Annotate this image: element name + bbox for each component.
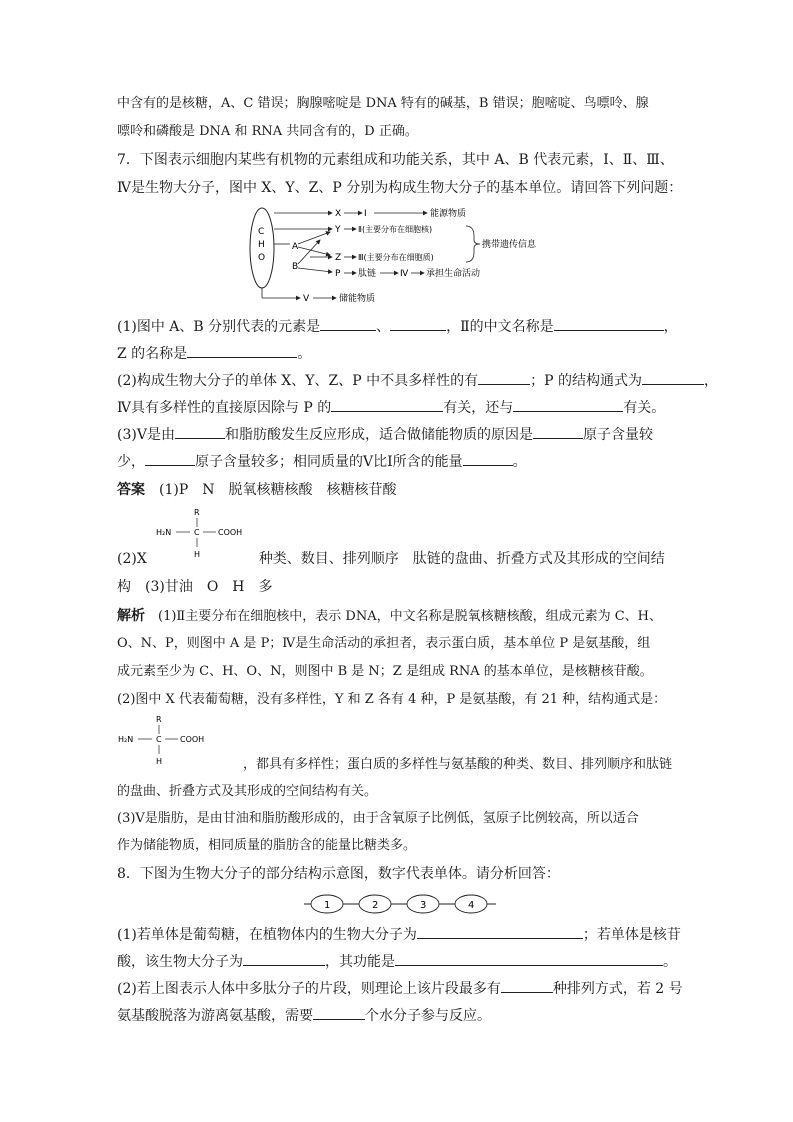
- answer-blank[interactable]: [501, 978, 553, 993]
- monomer-label: 1: [324, 900, 331, 911]
- answer-blank[interactable]: [175, 424, 225, 439]
- answer-blank[interactable]: [320, 316, 376, 331]
- formula-cooh: COOH: [218, 528, 243, 537]
- analysis-line: 作为储能物质，相同质量的脂肪含的能量比糖类多。: [117, 838, 417, 853]
- unit-x: X: [335, 209, 342, 219]
- formula-c: C: [194, 528, 200, 537]
- monomer-label: 3: [420, 900, 427, 911]
- formula-c: C: [156, 735, 162, 744]
- question-7-stem: 7．下图表示细胞内某些有机物的元素组成和功能关系，其中 A、B 代表元素，Ⅰ、Ⅱ、Ⅲ、: [117, 152, 674, 168]
- question-8-part-1: (1)若单体是葡萄糖，在植物体内的生物大分子为 ；若单体是核苷: [117, 924, 681, 945]
- analysis-line: O、N、P，则图中 A 是 P；Ⅳ是生命活动的承担者，表示蛋白质，基本单位 P 是氨基酸，组: [117, 636, 651, 651]
- element-o: O: [258, 253, 266, 263]
- text-line: 中含有的是核糖，A、C 错误；胸腺嘧啶是 DNA 特有的碱基，B 错误；胞嘧啶、鸟嘌呤、腺: [117, 96, 649, 111]
- answer-blank[interactable]: [243, 951, 325, 966]
- unit-z: Z: [335, 253, 342, 263]
- energy-label: 能源物质: [430, 209, 467, 219]
- question-7-part-3-cont: 少， 原子含量较多；相同质量的Ⅴ比Ⅰ所含的能量 。: [117, 451, 527, 472]
- amino-acid-formula: [112, 712, 222, 770]
- answer-blank[interactable]: [313, 1005, 365, 1020]
- question-8-part-1-cont: 酸，该生物大分子为 ，其功能是 。: [117, 951, 677, 972]
- element-h: H: [258, 240, 265, 250]
- monomer-label: 2: [372, 900, 379, 911]
- text-line: 嘌呤和磷酸是 DNA 和 RNA 共同含有的，D 正确。: [117, 124, 418, 139]
- macro-i: Ⅰ: [364, 209, 367, 219]
- answer-blank[interactable]: [187, 343, 297, 358]
- answer-line-3: 构 (3)甘油 O H 多: [117, 579, 273, 595]
- analysis-line: 解析 (1)Ⅱ主要分布在细胞核中，表示 DNA，中文名称是脱氧核糖核酸，组成元素为 C、H、: [117, 608, 663, 624]
- question-7-part-2-cont: Ⅳ具有多样性的直接原因除与 P 的 有关，还与 有关。: [117, 397, 665, 418]
- macro-ii: Ⅱ(主要分布在细胞核): [358, 225, 433, 234]
- macro-v: V: [303, 294, 310, 304]
- question-8-part-2-cont: 氨基酸脱落为游离氨基酸，需要 个水分子参与反应。: [117, 1005, 491, 1026]
- question-8-stem: 8．下图为生物大分子的部分结构示意图，数字代表单体。请分析回答：: [117, 866, 560, 882]
- answer-blank[interactable]: [478, 370, 530, 385]
- answer-blank[interactable]: [463, 451, 513, 466]
- analysis-line: 的盘曲、折叠方式及其形成的空间结构有关。: [117, 784, 378, 799]
- answer-blank[interactable]: [395, 951, 663, 966]
- answer-blank[interactable]: [390, 316, 446, 331]
- formula-h: H: [194, 550, 201, 559]
- formula-r: R: [156, 715, 162, 724]
- peptide-label: 肽链: [358, 269, 377, 279]
- answer-label: 答案: [117, 482, 145, 498]
- unit-p: P: [335, 269, 341, 279]
- answer-blank[interactable]: [513, 397, 623, 412]
- question-7-part-2: (2)构成生物大分子的单体 X、Y、Z、P 中不具多样性的有 ；P 的结构通式为 ，: [117, 370, 718, 391]
- answer-blank[interactable]: [554, 316, 664, 331]
- macro-iii: Ⅲ(主要分布在细胞质): [358, 253, 434, 262]
- analysis-label: 解析: [117, 608, 145, 624]
- macro-iv: Ⅳ: [400, 269, 409, 279]
- element-function-diagram: [240, 202, 570, 310]
- element-c: C: [258, 227, 265, 237]
- answer-blank[interactable]: [145, 451, 195, 466]
- monomer-chain-diagram: [300, 892, 500, 916]
- analysis-line: (2)图中 X 代表葡萄糖，没有多样性，Y 和 Z 各有 4 种，P 是氨基酸，有 21 种，结构通式是：: [117, 692, 667, 707]
- formula-r: R: [194, 508, 200, 517]
- answer-blank[interactable]: [533, 424, 583, 439]
- element-a: A: [292, 242, 299, 252]
- analysis-line: 成元素至少为 C、H、O、N，则图中 B 是 N；Z 是组成 RNA 的基本单位，是核糖核苷酸。: [117, 664, 653, 679]
- question-7-part-3: (3)Ⅴ是由 和脂肪酸发生反应形成，适合做储能物质的原因是 原子含量较: [117, 424, 653, 445]
- formula-h2n: H₂N: [156, 528, 172, 537]
- answer-line-2: (2)X 种类、数目、排列顺序 肽链的盘曲、折叠方式及其形成的空间结: [117, 551, 665, 567]
- question-7-part-1-cont: Z 的名称是 。: [117, 343, 311, 364]
- answer-blank[interactable]: [417, 924, 583, 939]
- monomer-label: 4: [468, 900, 475, 911]
- formula-h: H: [156, 757, 163, 766]
- formula-h2n: H₂N: [118, 735, 134, 744]
- formula-cooh: COOH: [180, 735, 205, 744]
- storage-label: 储能物质: [339, 294, 376, 304]
- answer-blank[interactable]: [331, 397, 443, 412]
- element-b: B: [292, 262, 299, 272]
- question-7-stem: Ⅳ是生物大分子，图中 X、Y、Z、P 分别为构成生物大分子的基本单位。请回答下列问题：: [117, 180, 683, 196]
- life-activity-label: 承担生命活动: [426, 269, 481, 279]
- unit-y: Y: [335, 225, 341, 235]
- question-8-part-2: (2)若上图表示人体中多肽分子的片段，则理论上该片段最多有 种排列方式，若 2 号: [117, 978, 683, 999]
- answer-line-1: 答案 (1)P N 脱氧核糖核酸 核糖核苷酸: [117, 482, 397, 498]
- analysis-line: (3)Ⅴ是脂肪，是由甘油和脂肪酸形成的，由于含氧原子比例低，氢原子比例较高，所以适合: [117, 811, 639, 826]
- answer-blank[interactable]: [642, 370, 704, 385]
- genetic-info-label: 携带遗传信息: [482, 240, 537, 250]
- analysis-line: ，都具有多样性；蛋白质的多样性与氨基酸的种类、数目、排列顺序和肽链: [243, 757, 673, 772]
- question-7-part-1: (1)图中 A、B 分别代表的元素是 、 ，Ⅱ的中文名称是 ，: [117, 316, 678, 337]
